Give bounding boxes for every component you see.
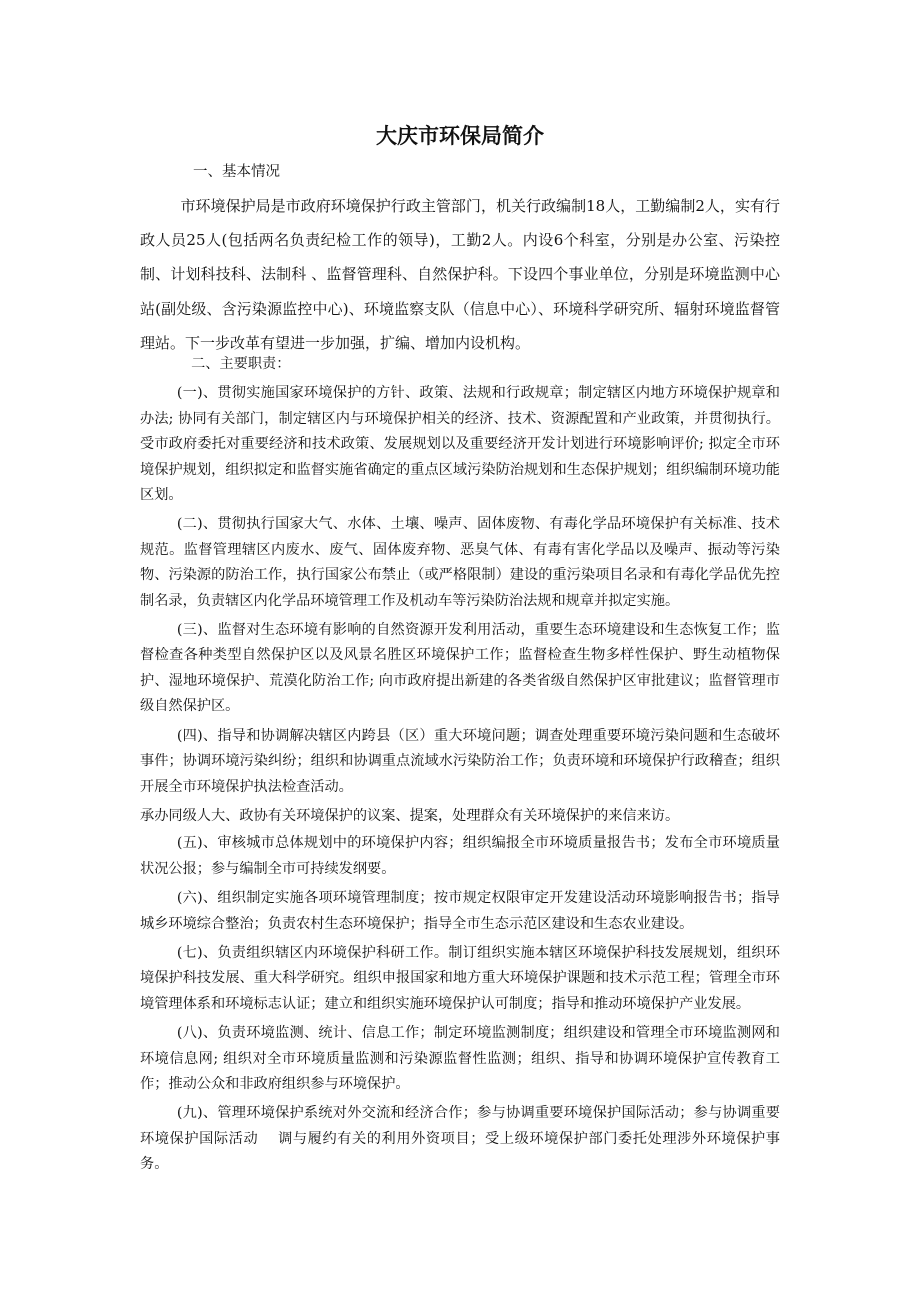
duty-item-8: (八)、负责环境监测、统计、信息工作；制定环境监测制度；组织建设和管理全市环境监测网和环境信息网; 组织对全市环境质量监测和污染源监督性监测；组织、指导和协调环境保护宣传教育工作；推动公众和非政府组织参与环境保护。 bbox=[140, 1025, 780, 1092]
duty-item-9: (九)、管理环境保护系统对外交流和经济合作；参与协调重要环境保护国际活动；参与协调重要环境保护国际活动 调与履约有关的利用外资项目；受上级环境保护部门委托处理涉外环境保护事务。 bbox=[140, 1105, 780, 1173]
duty-extra-line: 承办同级人大、政协有关环境保护的议案、提案，处理群众有关环境保护的来信来访。 bbox=[140, 807, 680, 824]
section-2 bbox=[140, 352, 780, 1182]
duty-item-2: (二)、贯彻执行国家大气、水体、土壤、噪声、固体废物、有毒化学品环境保护有关标准、技术规范。监督管理辖区内废水、废气、固体废弃物、恶臭气体、有毒有害化学品以及噪声、振动等污染物、污染源的防治工作，执行国家公布禁止（或严格限制）建设的重污染项目名录和有毒化学品优先控制名录，负责辖区内化学品环境管理工作及机动车等污染防治法规和规章并拟定实施。 bbox=[140, 516, 780, 609]
duty-item-3: (三)、监督对生态环境有影响的自然资源开发利用活动，重要生态环境建设和生态恢复工作；监督检查各种类型自然保护区以及风景名胜区环境保护工作；监督检查生物多样性保护、野生动植物保护、湿地环境保护、荒漠化防治工作; 向市政府提出新建的各类省级自然保护区审批建议；监督管理市级自然保护区。 bbox=[140, 622, 780, 715]
duty-item-6: (六)、组织制定实施各项环境管理制度；按市规定权限审定开发建设活动环境影响报告书；指导城乡环境综合整治；负责农村生态环境保护；指导全市生态示范区建设和生态农业建设。 bbox=[140, 890, 780, 932]
section-2-heading: 二、主要职责： bbox=[191, 356, 291, 372]
section-1-body: 市环境保护局是市政府环境保护行政主管部门，机关行政编制18人，工勤编制2人，实有行政人员25人(包括两名负责纪检工作的领导)，工勤2人。内设6个科室，分别是办公室、污染控制、计划科技科、法制科 、监督管理科、自然保护科。下设四个事业单位，分别是环境监测中心站(副处级、含污染源监控中心)、环境监察支队（信息中心）、环境科学研究所、辐射环境监督管理站。下一步改革有望进一步加强，扩编、增加内设机构。 bbox=[140, 197, 780, 352]
duty-item-1: (一)、贯彻实施国家环境保护的方针、政策、法规和行政规章；制定辖区内地方环境保护规章和办法; 协同有关部门，制定辖区内与环境保护相关的经济、技术、资源配置和产业政策，并贯彻执行。受市政府委托对重要经济和技术政策、发展规划以及重要经济开发计划进行环境影响评价; 拟定全市环境保护规划，组织拟定和监督实施省确定的重点区域污染防治规划和生态保护规划；组织编制环境功能区划。 bbox=[140, 385, 780, 504]
duty-item-4: (四)、指导和协调解决辖区内跨县（区）重大环境问题；调查处理重要环境污染问题和生态破坏事件；协调环境污染纠纷；组织和协调重点流域水污染防治工作；负责环境和环境保护行政稽查；组织开展全市环境保护执法检查活动。 bbox=[140, 727, 780, 795]
page-title: 大庆市环保局简介 bbox=[376, 124, 544, 148]
duty-item-5: (五)、审核城市总体规划中的环境保护内容；组织编报全市环境质量报告书；发布全市环境质量状况公报；参与编制全市可持续发纲要。 bbox=[140, 835, 780, 877]
section-1-heading: 一、基本情况 bbox=[193, 164, 280, 180]
duty-item-7: (七)、负责组织辖区内环境保护科研工作。制订组织实施本辖区环境保护科技发展规划，组织环境保护科技发展、重大科学研究。组织申报国家和地方重大环境保护课题和技术示范工程；管理全市环境管理体系和环境标志认证；建立和组织实施环境保护认可制度；指导和推动环境保护产业发展。 bbox=[140, 944, 780, 1012]
